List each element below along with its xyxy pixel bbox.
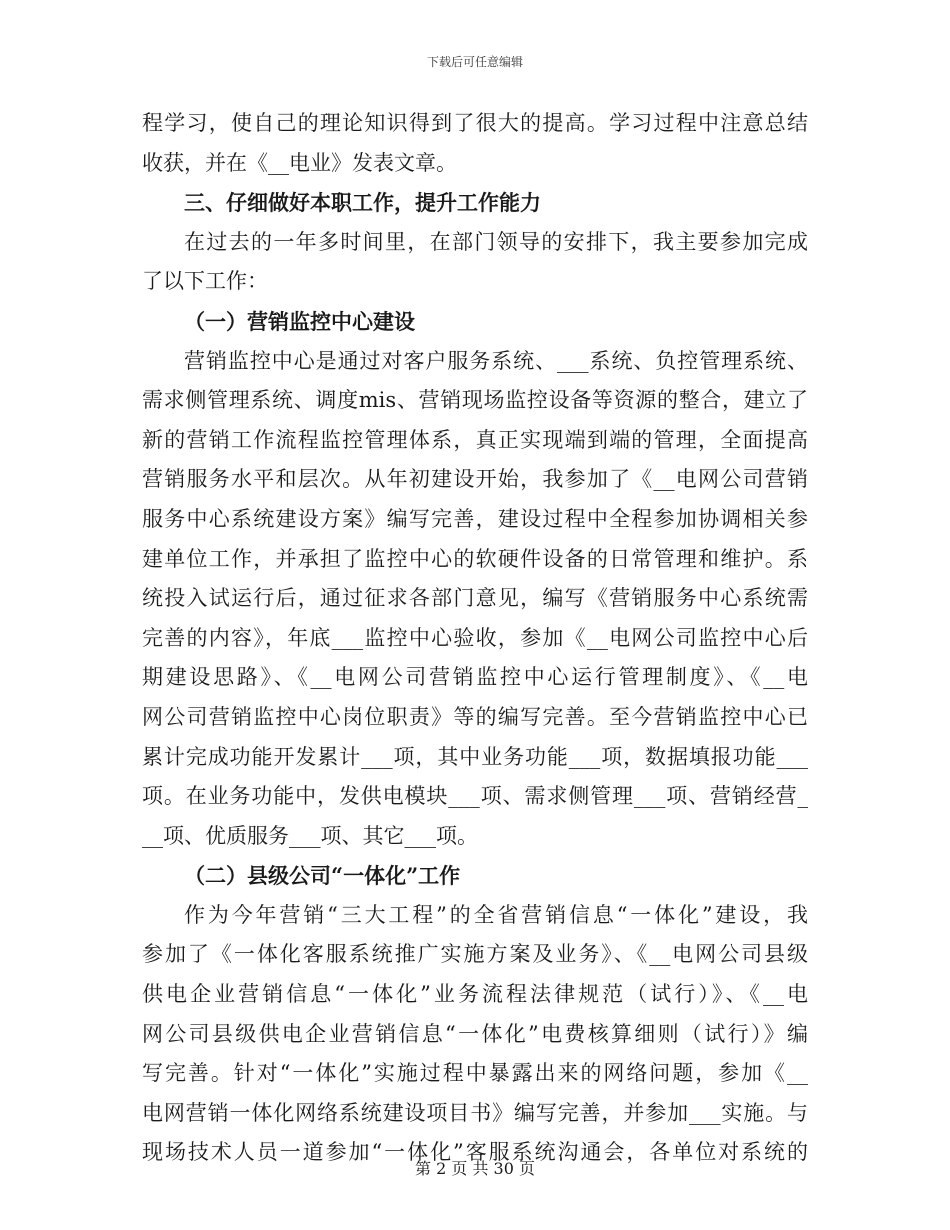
text-line: 收获，并在《__电业》发表文章。 — [142, 150, 457, 175]
page-header: 下载后可任意编辑 — [426, 55, 523, 69]
text-line: 项。在业务功能中，发供电模块___项、需求侧管理___项、营销经营_ — [142, 784, 808, 809]
document-body — [142, 104, 808, 1173]
text-line: 程学习，使自己的理论知识得到了很大的提高。学习过程中注意总结 — [142, 111, 808, 135]
text-line: 电网营销一体化网络系统建设项目书》编写完善，并参加___实施。与 — [142, 1100, 808, 1125]
text-line: 建单位工作，并承担了监控中心的软硬件设备的日常管理和维护。系 — [142, 546, 808, 571]
text-line: 写完善。针对“一体化”实施过程中暴露出来的网络问题，参加《__ — [142, 1061, 808, 1086]
section-heading: 三、仔细做好本职工作，提升工作能力 — [184, 190, 541, 216]
text-line: 了以下工作： — [142, 269, 268, 294]
text-line: 网公司营销监控中心岗位职责》等的编写完善。至今营销监控中心已 — [142, 704, 808, 729]
text-line: 累计完成功能开发累计___项，其中业务功能___项，数据填报功能___ — [142, 744, 808, 769]
text-line: 参加了《一体化客服系统推广实施方案及业务》、《__电网公司县级 — [142, 942, 808, 967]
text-line: 需求侧管理系统、调度mis、营销现场监控设备等资源的整合，建立了 — [142, 388, 808, 413]
text-line: 在过去的一年多时间里，在部门领导的安排下，我主要参加完成 — [184, 229, 808, 254]
text-line: 服务中心系统建设方案》编写完善，建设过程中全程参加协调相关参 — [142, 506, 808, 531]
page-footer: 第 2 页 共 30 页 — [415, 1159, 535, 1178]
text-line: 作为今年营销“三大工程”的全省营销信息“一体化”建设，我 — [184, 902, 808, 927]
text-line: 期建设思路》、《__电网公司营销监控中心运行管理制度》、《__电 — [142, 665, 808, 690]
text-line: 新的营销工作流程监控管理体系，真正实现端到端的管理，全面提高 — [142, 427, 808, 452]
text-line: 现场技术人员一道参加“一体化”客服系统沟通会，各单位对系统的 — [142, 1140, 808, 1165]
text-line: __项、优质服务___项、其它___项。 — [142, 823, 478, 848]
section-heading: （一）营销监控中心建设 — [184, 308, 415, 334]
text-line: 营销服务水平和层次。从年初建设开始，我参加了《__电网公司营销 — [142, 467, 808, 492]
text-line: 完善的内容》，年底___监控中心验收，参加《__电网公司监控中心后 — [142, 625, 808, 650]
text-line: 统投入试运行后，通过征求各部门意见，编写《营销服务中心系统需 — [142, 586, 808, 611]
text-line: 网公司县级供电企业营销信息“一体化”电费核算细则（试行）》编 — [142, 1021, 808, 1046]
text-line: 供电企业营销信息“一体化”业务流程法律规范（试行）》、《__电 — [142, 982, 808, 1007]
section-heading: （二）县级公司“一体化”工作 — [184, 863, 461, 889]
text-line: 营销监控中心是通过对客户服务系统、___系统、负控管理系统、 — [184, 348, 808, 373]
